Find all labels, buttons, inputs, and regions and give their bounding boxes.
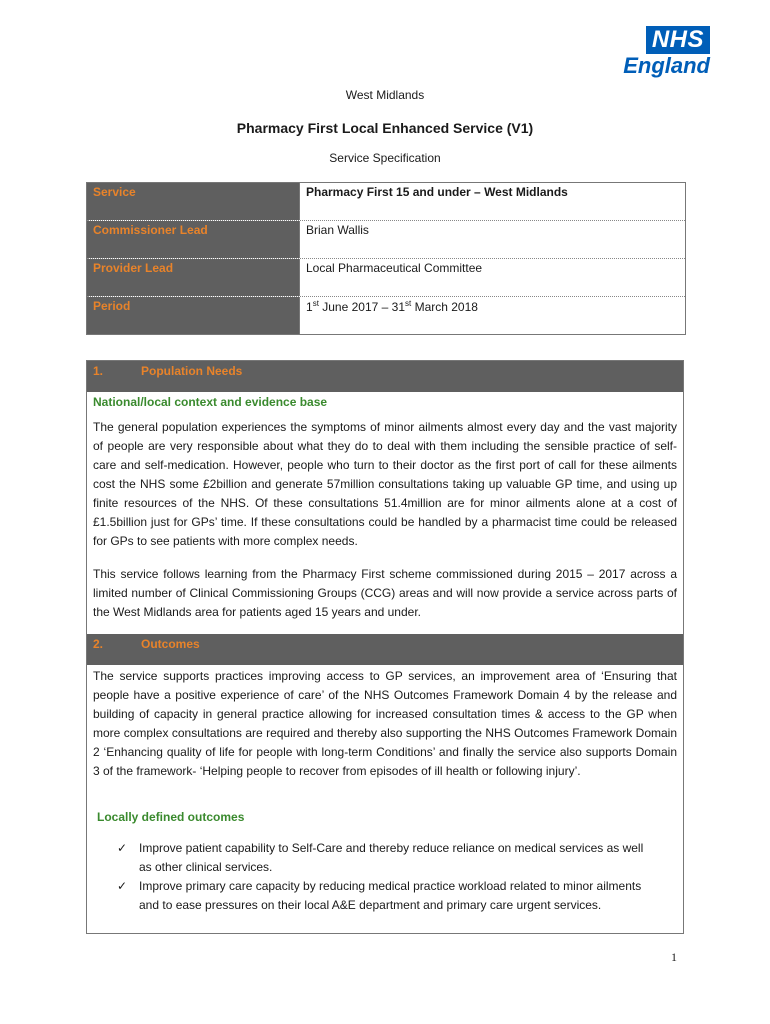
table-row [87,297,685,334]
period-start-suffix: st [312,299,319,308]
provider-label: Provider Lead [87,259,299,296]
document-title: Pharmacy First Local Enhanced Service (V1) [236,120,534,136]
document-subtitle: Service Specification [329,151,441,165]
period-end-suffix: st [405,299,412,308]
commissioner-label: Commissioner Lead [87,221,299,258]
service-info-table [86,182,686,335]
checkmark-icon: ✓ [117,879,128,893]
specification-body [86,360,684,934]
table-row [87,183,685,221]
period-label: Period [87,297,299,334]
period-value [299,297,685,334]
nhs-logo-badge: NHS [646,26,710,54]
section-2-paragraph-1: The service supports practices improving access to GP services, an improvement area of ‘Ensuring that people have a positive experience of care’ of the NHS Outcomes Framework Domain 4 by the release and building of capacity in general practice allowing for increased consultation times & access to the GP when more complex consultations are required and thereby also supporting the NHS Outcomes Framework Domain 2 ‘Enhancing quality of life for people with long-term Conditions’ and finally the service also supports Domain 3 of the framework- ‘Helping people to recover from episodes of ill health or following injury’. [93,669,677,778]
context-subheading: National/local context and evidence base [93,395,328,409]
period-middle: June 2017 – 31 [318,300,405,314]
period-start-day: 1 [306,300,313,314]
outcomes-list [93,839,677,915]
section-1-header [87,361,683,392]
nhs-england-logo [610,26,710,78]
section-1-paragraph-1: The general population experiences the symptoms of minor ailments almost every day and the vast majority of people are very responsible about what they do to deal with them including the sensible practice of self-care and self-medication. However, people who turn to their doctor as the first port of call for these ailments cost the NHS some £2billion and generate 57million consultations taking up valuable GP time, and using up finite resources of the NHS. Of these consultations 51.4million are for minor ailments alone at a cost of £1.5billion just for GPs’ time. If these consultations could be handled by a pharmacist time could be released for GPs to see patients with more complex needs. [93,420,677,548]
list-item [117,839,677,877]
nhs-logo-england: England [623,53,710,78]
section-1-number: 1. [93,364,104,378]
outcome-text: Improve patient capability to Self-Care and thereby reduce reliance on medical services as well as other clinical services. [139,841,644,874]
page-number: 1 [671,950,677,964]
section-1-paragraph-2: This service follows learning from the Pharmacy First scheme commissioned during 2015 – 2017 across a limited number of Clinical Commissioning Groups (CCG) areas and will now provide a service across parts of the West Midlands area for patients aged 15 years and under. [93,567,677,619]
checkmark-icon: ✓ [117,841,128,855]
service-label: Service [87,183,299,220]
table-row [87,221,685,259]
section-2-title: Outcomes [141,637,200,651]
table-row [87,259,685,297]
outcome-text: Improve primary care capacity by reducing medical practice workload related to minor ailments and to ease pressures on their local A&E department and primary care urgent services. [139,879,642,912]
section-2-header [87,634,683,665]
section-2-number: 2. [93,637,104,651]
section-1-title: Population Needs [141,364,243,378]
commissioner-value: Brian Wallis [299,221,685,258]
list-item [117,877,677,915]
outcomes-subheading: Locally defined outcomes [97,810,245,824]
region-heading: West Midlands [345,88,425,102]
service-value: Pharmacy First 15 and under – West Midlands [299,183,685,220]
provider-value: Local Pharmaceutical Committee [299,259,685,296]
period-end: March 2018 [411,300,478,314]
